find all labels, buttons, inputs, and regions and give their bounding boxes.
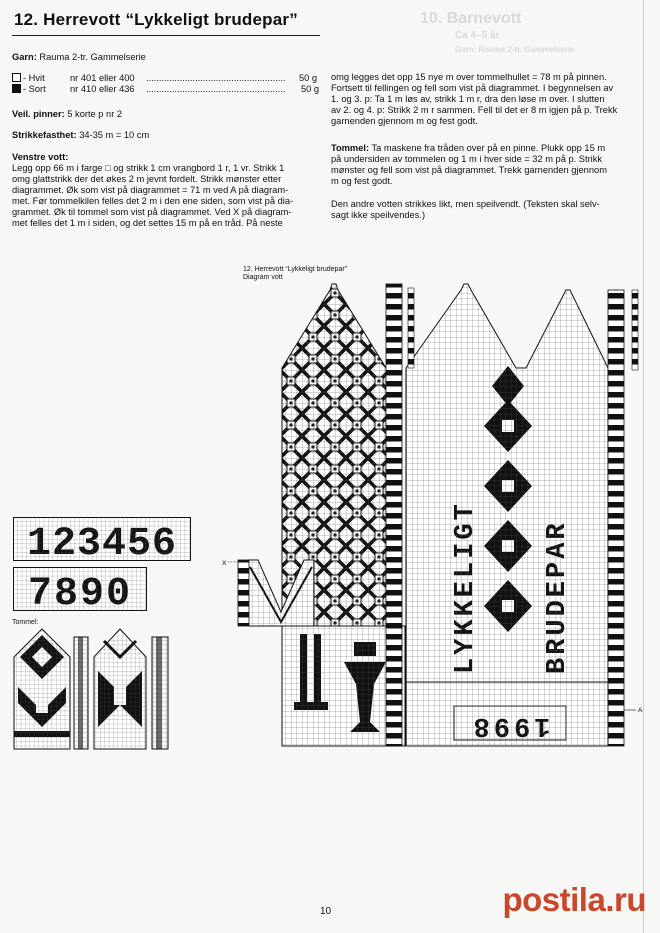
diagram-caption-1: 12. Herrevott “Lykkeligt brudepar” xyxy=(243,266,348,273)
continuation-text xyxy=(331,72,617,127)
other-mitten-text xyxy=(331,199,600,221)
side-border-right xyxy=(608,290,624,746)
needles-text: 5 korte p nr 2 xyxy=(67,109,123,119)
mitten-chart xyxy=(222,282,643,756)
left-mitten-heading: Venstre vott: xyxy=(12,152,69,162)
yarn-row-white xyxy=(12,73,45,84)
yarn-text: Rauma 2-tr. Gammelserie xyxy=(39,52,146,62)
text-line: mønster og fell som vist på diagrammet. Trekk garnenden gjennom xyxy=(331,165,607,176)
digit-chart-2 xyxy=(13,567,147,611)
gauge-line xyxy=(12,130,149,141)
text-line: met felles det 1 m i siden, og det settes 15 m på en tråd. På neste xyxy=(12,218,283,229)
watermark-text: postila.ru xyxy=(502,881,646,918)
bleed-heading: 10. Barnevott xyxy=(420,10,522,27)
diagram-caption-2: Diagram vott xyxy=(243,274,283,281)
white-swatch-icon xyxy=(12,73,21,82)
text-line: på undersiden av tommelen og 1 m i hver side = 32 m på p. Strikk xyxy=(331,154,603,165)
thumb-text xyxy=(331,143,607,187)
text-line: garnenden gjennom m og fest godt. xyxy=(331,116,478,127)
left-mitten-text xyxy=(12,163,293,230)
text-line: Legg opp 66 m i farge □ og strikk 1 cm vrangbord 1 r, 1 vr. Strikk 1 xyxy=(12,163,285,173)
black-swatch-icon xyxy=(12,84,21,93)
page-edge-line xyxy=(643,0,644,933)
text-line: grammet. Øk til tommel som vist på diagrammet. Ved X på diagram- xyxy=(12,207,292,218)
yarn-black-nr: nr 410 eller 436 xyxy=(70,84,135,94)
watermark-logo xyxy=(502,881,646,919)
yarn-black-amount: 50 g xyxy=(301,84,320,94)
text-line: met. Før tommelkilen felles det 2 m i den ene siden, som vist på dia- xyxy=(12,196,294,207)
text-line: omg glattstrikk der det økes 2 m jevnt fordelt. Strikk mønster etter xyxy=(12,174,282,185)
page-title: 12. Herrevott “Lykkeligt brudepar” xyxy=(14,10,298,29)
text-line: av 2. og 4. p: Strikk 2 m r sammen. Fell til det er 8 m igjen på p. Trekk xyxy=(331,105,618,116)
yarn-line xyxy=(12,52,146,63)
title-rule xyxy=(12,35,320,36)
needles-line xyxy=(12,109,122,120)
text-line: m og fest godt. xyxy=(331,176,393,187)
yarn-white-leader: ...................................................... xyxy=(146,73,286,83)
text-line: Ta maskene fra tråden over på en pinne. Plukk opp 15 m xyxy=(371,143,606,153)
text-line: Den andre votten strikkes likt, men speilvendt. (Teksten skal selv- xyxy=(331,199,600,209)
yarn-row-black xyxy=(12,84,46,95)
yarn-label: Garn: xyxy=(12,52,37,62)
yarn-white-amount: 50 g xyxy=(299,73,318,83)
bleed-subtitle: Ca 4–5 år xyxy=(455,30,500,41)
text-line: Fortsett til fellingen og fell som vist på diagrammet. I begynnelsen av xyxy=(331,83,614,94)
needles-label: Veil. pinner: xyxy=(12,109,65,119)
side-border-left xyxy=(386,284,402,746)
thumb-strip xyxy=(238,560,249,626)
page-number: 10 xyxy=(320,906,332,917)
text-line: omg legges det opp 15 nye m over tommelhullet = 78 m på pinnen. xyxy=(331,72,607,82)
yarn-black-name: - Sort xyxy=(23,84,46,94)
thumb-heading: Tommel: xyxy=(331,143,370,153)
bleed-yarn: Garn: Rauma 2-tr. Gammelserie xyxy=(455,45,575,54)
text-line: 1. og 3. p: Ta 1 m løs av, strikk 1 m r, dra den løse m over. I slutten xyxy=(331,94,605,105)
marker-x: X xyxy=(222,560,227,567)
thumb-chart xyxy=(12,627,172,751)
yarn-white-name: - Hvit xyxy=(23,73,45,83)
text-line: diagrammet. Øk som vist på diagrammet = 71 m ved A på diagram- xyxy=(12,185,289,196)
thumb-diagram-label: Tommel: xyxy=(12,619,39,626)
digit-chart-1 xyxy=(13,517,191,561)
gauge-label: Strikkefasthet: xyxy=(12,130,77,140)
yarn-white-nr: nr 401 eller 400 xyxy=(70,73,135,83)
text-line: sagt ikke speilvendes.) xyxy=(331,210,426,221)
marker-a: A xyxy=(638,707,643,714)
gauge-text: 34-35 m = 10 cm xyxy=(79,130,150,140)
yarn-black-leader: ...................................................... xyxy=(146,84,286,94)
